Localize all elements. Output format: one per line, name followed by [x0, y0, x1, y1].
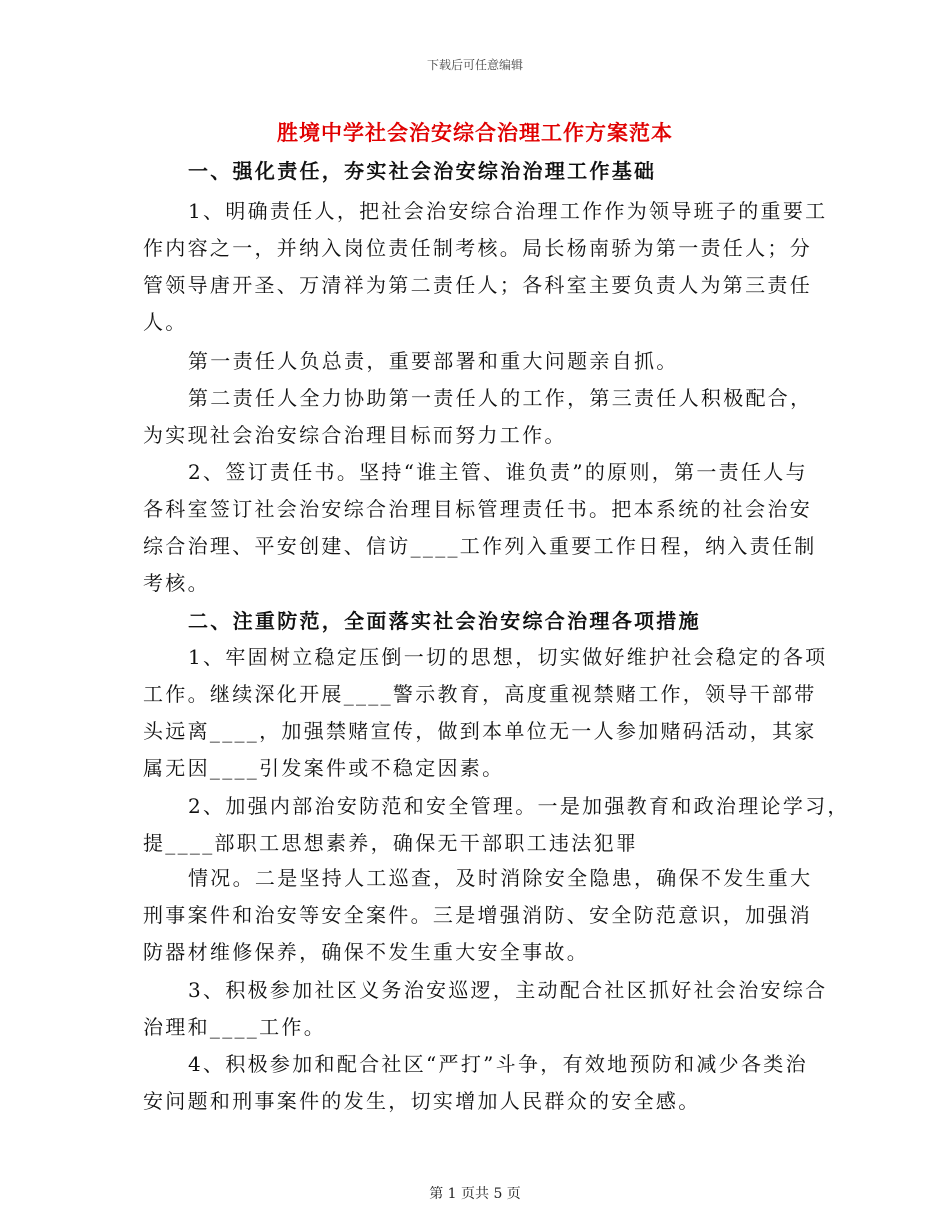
paragraph-line: 各科室签订社会治安综合治理目标管理责任书。把本系统的社会治安 [143, 497, 812, 521]
paragraph-line: 第二责任人全力协助第一责任人的工作，第三责任人积极配合， [188, 386, 813, 410]
paragraph-line: 4、积极参加和配合社区“严打”斗争，有效地预防和减少各类治 [188, 1052, 808, 1076]
header-note: 下载后可任意编辑 [426, 58, 523, 72]
document-title: 胜境中学社会治安综合治理工作方案范本 [277, 120, 673, 145]
section-heading-2: 二、注重防范，全面落实社会治安综合治理各项措施 [188, 609, 701, 633]
paragraph-line: 第一责任人负总责，重要部署和重大问题亲自抓。 [188, 349, 679, 373]
paragraph-line: 管领导唐开圣、万清祥为第二责任人；各科室主要负责人为第三责任 [143, 273, 812, 297]
paragraph-line: 综合治理、平安创建、信访____工作列入重要工作日程，纳入责任制 [143, 534, 817, 558]
paragraph-line: 2、加强内部治安防范和安全管理。一是加强教育和政治理论学习， [188, 794, 850, 818]
paragraph-line: 属无因____引发案件或不稳定因素。 [143, 756, 505, 780]
paragraph-line: 情况。二是坚持人工巡查，及时消除安全隐患，确保不发生重大 [188, 866, 813, 890]
paragraph-line: 2、签订责任书。坚持“谁主管、谁负责”的原则，第一责任人与 [188, 460, 808, 484]
paragraph-line: 考核。 [143, 571, 210, 595]
paragraph-line: 安问题和刑事案件的发生，切实增加人民群众的安全感。 [143, 1089, 701, 1113]
paragraph-line: 为实现社会治安综合治理目标而努力工作。 [143, 423, 567, 447]
paragraph-line: 刑事案件和治安等安全案件。三是增强消防、安全防范意识，加强消 [143, 903, 812, 927]
paragraph-line: 头远离____，加强禁赌宣传，做到本单位无一人参加赌码活动，其家 [143, 719, 817, 743]
paragraph-line: 提____部职工思想素养，确保无干部职工违法犯罪 [143, 831, 639, 855]
page-footer: 第 1 页共 5 页 [429, 1186, 521, 1202]
section-heading-1: 一、强化责任，夯实社会治安综治治理工作基础 [188, 159, 657, 183]
paragraph-line: 工作。继续深化开展____警示教育，高度重视禁赌工作，领导干部带 [143, 682, 817, 706]
paragraph-line: 作内容之一，并纳入岗位责任制考核。局长杨南骄为第一责任人；分 [143, 236, 812, 260]
paragraph-line: 3、积极参加社区义务治安巡逻，主动配合社区抓好社会治安综合 [188, 978, 828, 1002]
paragraph-line: 防器材维修保养，确保不发生重大安全事故。 [143, 940, 589, 964]
paragraph-line: 1、明确责任人，把社会治安综合治理工作作为领导班子的重要工 [188, 199, 828, 223]
paragraph-line: 1、牢固树立稳定压倒一切的思想，切实做好维护社会稳定的各项 [188, 645, 828, 669]
paragraph-line: 治理和____工作。 [143, 1015, 326, 1039]
paragraph-line: 人。 [143, 310, 188, 334]
